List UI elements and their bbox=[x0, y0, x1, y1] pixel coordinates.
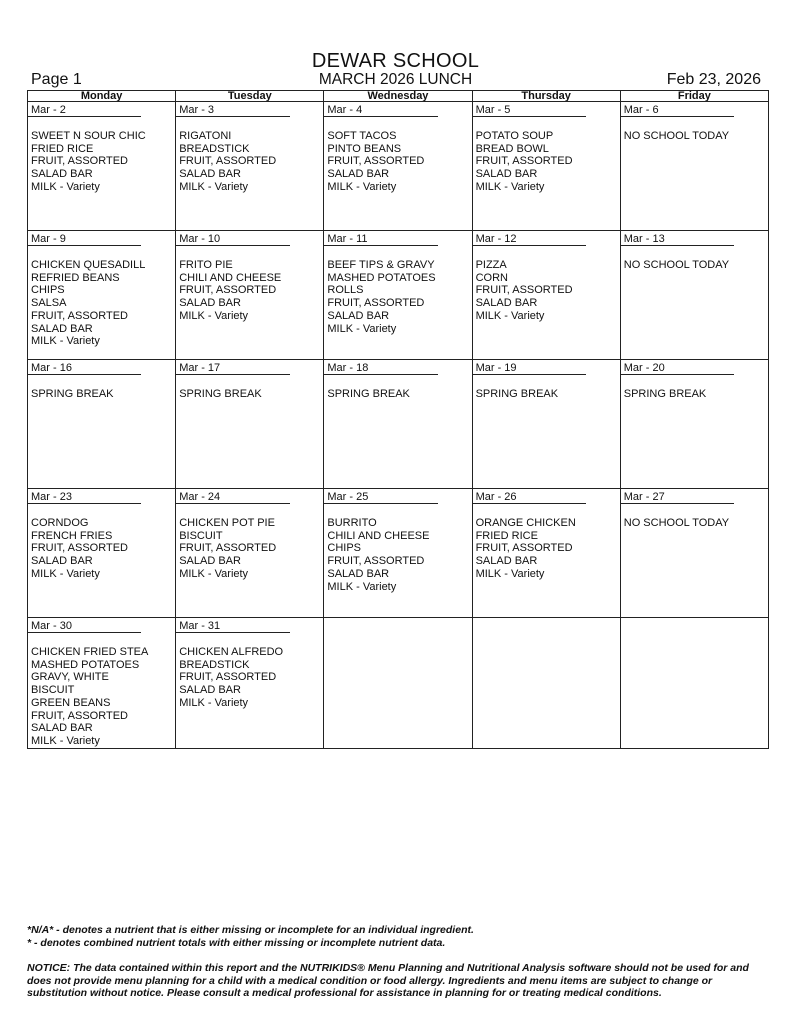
footnote-na: *N/A* - denotes a nutrient that is either missing or incomplete for an individual ingredient. bbox=[27, 924, 474, 936]
menu-item: PIZZA bbox=[475, 259, 507, 271]
footnote-star: * - denotes combined nutrient totals with either missing or incomplete nutrient data. bbox=[27, 936, 446, 949]
menu-items bbox=[324, 130, 471, 194]
menu-item: SALAD BAR bbox=[31, 555, 93, 568]
menu-item: BEEF TIPS & GRAVY bbox=[327, 259, 435, 271]
day-cell bbox=[472, 231, 620, 360]
menu-item: SALSA bbox=[31, 297, 67, 310]
menu-item: CHICKEN FRIED STEA bbox=[31, 646, 149, 658]
menu-item: MILK - Variety bbox=[327, 180, 397, 193]
menu-item: MASHED POTATOES bbox=[31, 658, 140, 671]
menu-items bbox=[621, 517, 768, 530]
week-row bbox=[28, 618, 769, 749]
menu-item: SWEET N SOUR CHIC bbox=[31, 130, 146, 142]
menu-item: MILK - Variety bbox=[179, 180, 249, 193]
menu-item: FRUIT, ASSORTED bbox=[327, 297, 425, 310]
day-date: Mar - 16 bbox=[28, 360, 141, 375]
menu-item: SALAD BAR bbox=[31, 168, 93, 181]
menu-item: SPRING BREAK bbox=[475, 388, 559, 400]
day-cell bbox=[472, 360, 620, 489]
menu-item: SALAD BAR bbox=[179, 684, 241, 697]
lunch-calendar bbox=[27, 90, 769, 749]
menu-items bbox=[28, 646, 175, 748]
menu-item: BREAD BOWL bbox=[475, 142, 549, 155]
menu-items bbox=[176, 388, 323, 401]
day-cell bbox=[324, 231, 472, 360]
menu-items bbox=[28, 388, 175, 401]
menu-items bbox=[621, 388, 768, 401]
menu-item: FRUIT, ASSORTED bbox=[179, 671, 277, 684]
menu-item: CORN bbox=[475, 271, 508, 284]
menu-item: SALAD BAR bbox=[327, 168, 390, 181]
day-cell bbox=[28, 618, 176, 749]
day-cell bbox=[176, 618, 324, 749]
day-date: Mar - 27 bbox=[621, 489, 734, 504]
day-date: Mar - 24 bbox=[176, 489, 289, 504]
menu-item: SALAD BAR bbox=[179, 297, 241, 310]
page-number: Page 1 bbox=[31, 71, 82, 88]
menu-items bbox=[473, 517, 620, 581]
day-date: Mar - 10 bbox=[176, 231, 289, 246]
menu-items bbox=[28, 259, 175, 348]
day-date: Mar - 18 bbox=[324, 360, 437, 375]
day-cell bbox=[324, 489, 472, 618]
footnotes bbox=[27, 924, 772, 949]
menu-item: MASHED POTATOES bbox=[327, 271, 436, 284]
report-date: Feb 23, 2026 bbox=[666, 71, 761, 88]
menu-item: SALAD BAR bbox=[475, 297, 538, 310]
weekday-header: Wednesday bbox=[324, 91, 472, 102]
day-date: Mar - 2 bbox=[28, 102, 141, 117]
menu-item: SALAD BAR bbox=[327, 309, 390, 322]
menu-items bbox=[473, 130, 620, 194]
menu-item: SALAD BAR bbox=[475, 555, 538, 568]
menu-item: MILK - Variety bbox=[327, 580, 397, 593]
menu-items bbox=[621, 130, 768, 143]
menu-items bbox=[176, 646, 323, 710]
menu-item: MILK - Variety bbox=[31, 180, 100, 193]
menu-items bbox=[176, 259, 323, 323]
menu-items bbox=[473, 388, 620, 401]
day-date: Mar - 13 bbox=[621, 231, 734, 246]
weekday-header: Friday bbox=[620, 91, 768, 102]
day-cell bbox=[620, 102, 768, 231]
day-date: Mar - 20 bbox=[621, 360, 734, 375]
menu-item: NO SCHOOL TODAY bbox=[623, 517, 730, 529]
empty-day-cell bbox=[324, 618, 472, 749]
menu-item: MILK - Variety bbox=[31, 567, 100, 580]
menu-item: BREADSTICK bbox=[179, 658, 250, 671]
menu-item: ORANGE CHICKEN bbox=[475, 517, 576, 529]
weekday-header: Monday bbox=[28, 91, 176, 102]
menu-items bbox=[176, 130, 323, 194]
menu-item: MILK - Variety bbox=[475, 180, 545, 193]
day-cell bbox=[28, 231, 176, 360]
day-date: Mar - 31 bbox=[176, 618, 289, 633]
day-cell bbox=[176, 489, 324, 618]
day-date: Mar - 25 bbox=[324, 489, 437, 504]
menu-item: SALAD BAR bbox=[475, 168, 538, 181]
menu-item: PINTO BEANS bbox=[327, 142, 402, 155]
week-row bbox=[28, 231, 769, 360]
day-date: Mar - 30 bbox=[28, 618, 141, 633]
menu-items bbox=[324, 259, 471, 335]
menu-item: MILK - Variety bbox=[31, 335, 100, 348]
weekday-header: Thursday bbox=[472, 91, 620, 102]
menu-item: SPRING BREAK bbox=[179, 388, 262, 400]
menu-item: FRUIT, ASSORTED bbox=[179, 284, 277, 297]
menu-item: MILK - Variety bbox=[475, 567, 545, 580]
day-cell bbox=[28, 489, 176, 618]
menu-items bbox=[324, 388, 471, 401]
menu-item: FRUIT, ASSORTED bbox=[327, 555, 425, 568]
day-cell bbox=[176, 231, 324, 360]
day-cell bbox=[620, 231, 768, 360]
menu-item: CHICKEN POT PIE bbox=[179, 517, 275, 529]
menu-items bbox=[28, 517, 175, 581]
day-date: Mar - 26 bbox=[473, 489, 586, 504]
day-date: Mar - 12 bbox=[473, 231, 586, 246]
menu-item: CHILI AND CHEESE bbox=[179, 271, 282, 284]
menu-item: CHILI AND CHEESE bbox=[327, 529, 430, 542]
menu-item: SALAD BAR bbox=[31, 322, 93, 335]
menu-items bbox=[28, 130, 175, 194]
day-cell bbox=[28, 360, 176, 489]
menu-item: REFRIED BEANS bbox=[31, 271, 120, 284]
menu-item: CHIPS bbox=[327, 542, 361, 555]
menu-item: FRUIT, ASSORTED bbox=[179, 155, 277, 168]
school-name: DEWAR SCHOOL bbox=[311, 50, 480, 72]
menu-title: MARCH 2026 LUNCH bbox=[318, 71, 473, 88]
weekday-header: Tuesday bbox=[176, 91, 324, 102]
menu-item: FRUIT, ASSORTED bbox=[475, 155, 573, 168]
menu-item: FRUIT, ASSORTED bbox=[31, 309, 128, 322]
menu-item: FRUIT, ASSORTED bbox=[475, 284, 573, 297]
menu-item: FRENCH FRIES bbox=[31, 529, 113, 542]
menu-item: FRUIT, ASSORTED bbox=[179, 542, 277, 555]
menu-item: BURRITO bbox=[327, 517, 377, 529]
menu-items bbox=[473, 259, 620, 323]
day-cell bbox=[176, 102, 324, 231]
menu-item: SALAD BAR bbox=[179, 555, 241, 568]
day-date: Mar - 19 bbox=[473, 360, 586, 375]
menu-items bbox=[176, 517, 323, 581]
empty-day-cell bbox=[620, 618, 768, 749]
menu-items bbox=[324, 517, 471, 593]
menu-item: SOFT TACOS bbox=[327, 130, 397, 142]
calendar-body bbox=[28, 102, 769, 749]
day-date: Mar - 23 bbox=[28, 489, 141, 504]
day-date: Mar - 4 bbox=[324, 102, 437, 117]
menu-item: FRUIT, ASSORTED bbox=[31, 155, 128, 168]
menu-item: FRUIT, ASSORTED bbox=[327, 155, 425, 168]
menu-item: MILK - Variety bbox=[475, 309, 545, 322]
day-cell bbox=[620, 489, 768, 618]
day-date: Mar - 3 bbox=[176, 102, 289, 117]
day-date: Mar - 6 bbox=[621, 102, 734, 117]
week-row bbox=[28, 489, 769, 618]
menu-item: SPRING BREAK bbox=[31, 388, 114, 400]
menu-item: CHICKEN ALFREDO bbox=[179, 646, 284, 658]
menu-item: BISCUIT bbox=[179, 529, 223, 542]
menu-item: BISCUIT bbox=[31, 684, 75, 697]
menu-item: MILK - Variety bbox=[179, 567, 249, 580]
menu-item: GREEN BEANS bbox=[31, 696, 111, 709]
menu-item: SALAD BAR bbox=[179, 168, 241, 181]
menu-item: MILK - Variety bbox=[179, 696, 249, 709]
menu-item: POTATO SOUP bbox=[475, 130, 554, 142]
menu-item: NO SCHOOL TODAY bbox=[623, 130, 730, 142]
day-date: Mar - 9 bbox=[28, 231, 141, 246]
menu-item: NO SCHOOL TODAY bbox=[623, 259, 730, 271]
menu-item: SALAD BAR bbox=[327, 567, 390, 580]
day-cell bbox=[472, 102, 620, 231]
menu-item: MILK - Variety bbox=[31, 734, 100, 747]
menu-item: BREADSTICK bbox=[179, 142, 250, 155]
menu-item: MILK - Variety bbox=[327, 322, 397, 335]
menu-item: ROLLS bbox=[327, 284, 364, 297]
menu-item: GRAVY, WHITE bbox=[31, 671, 109, 684]
menu-item: FRIED RICE bbox=[475, 529, 538, 542]
day-cell bbox=[324, 102, 472, 231]
menu-item: FRUIT, ASSORTED bbox=[31, 542, 128, 555]
day-date: Mar - 5 bbox=[473, 102, 586, 117]
menu-item: SPRING BREAK bbox=[327, 388, 410, 400]
menu-item: FRUIT, ASSORTED bbox=[31, 709, 128, 722]
menu-items bbox=[621, 259, 768, 272]
menu-item: SPRING BREAK bbox=[623, 388, 707, 400]
menu-item: MILK - Variety bbox=[179, 309, 249, 322]
menu-item: FRIED RICE bbox=[31, 142, 94, 155]
empty-day-cell bbox=[472, 618, 620, 749]
menu-item: CORNDOG bbox=[31, 517, 89, 529]
week-row bbox=[28, 102, 769, 231]
day-cell bbox=[472, 489, 620, 618]
day-cell bbox=[28, 102, 176, 231]
menu-item: FRUIT, ASSORTED bbox=[475, 542, 573, 555]
week-row bbox=[28, 360, 769, 489]
menu-item: SALAD BAR bbox=[31, 722, 93, 735]
day-cell bbox=[620, 360, 768, 489]
menu-item: CHIPS bbox=[31, 284, 65, 297]
day-cell bbox=[176, 360, 324, 489]
day-cell bbox=[324, 360, 472, 489]
menu-item: RIGATONI bbox=[179, 130, 232, 142]
day-date: Mar - 17 bbox=[176, 360, 289, 375]
weekday-header-row bbox=[28, 91, 769, 102]
notice-text: NOTICE: The data contained within this report and the NUTRIKIDS® Menu Planning and Nutritional Analysis software should not be used for and does not provide menu planning for a child with a medical condition or food allergy. Ingredients and menu items are subject to change or substitution without notice. Please consult a medical professional for assistance in planning for or treating medical conditions. bbox=[27, 962, 749, 999]
day-date: Mar - 11 bbox=[324, 231, 437, 246]
menu-item: FRITO PIE bbox=[179, 259, 233, 271]
menu-item: CHICKEN QUESADILL bbox=[31, 259, 146, 271]
